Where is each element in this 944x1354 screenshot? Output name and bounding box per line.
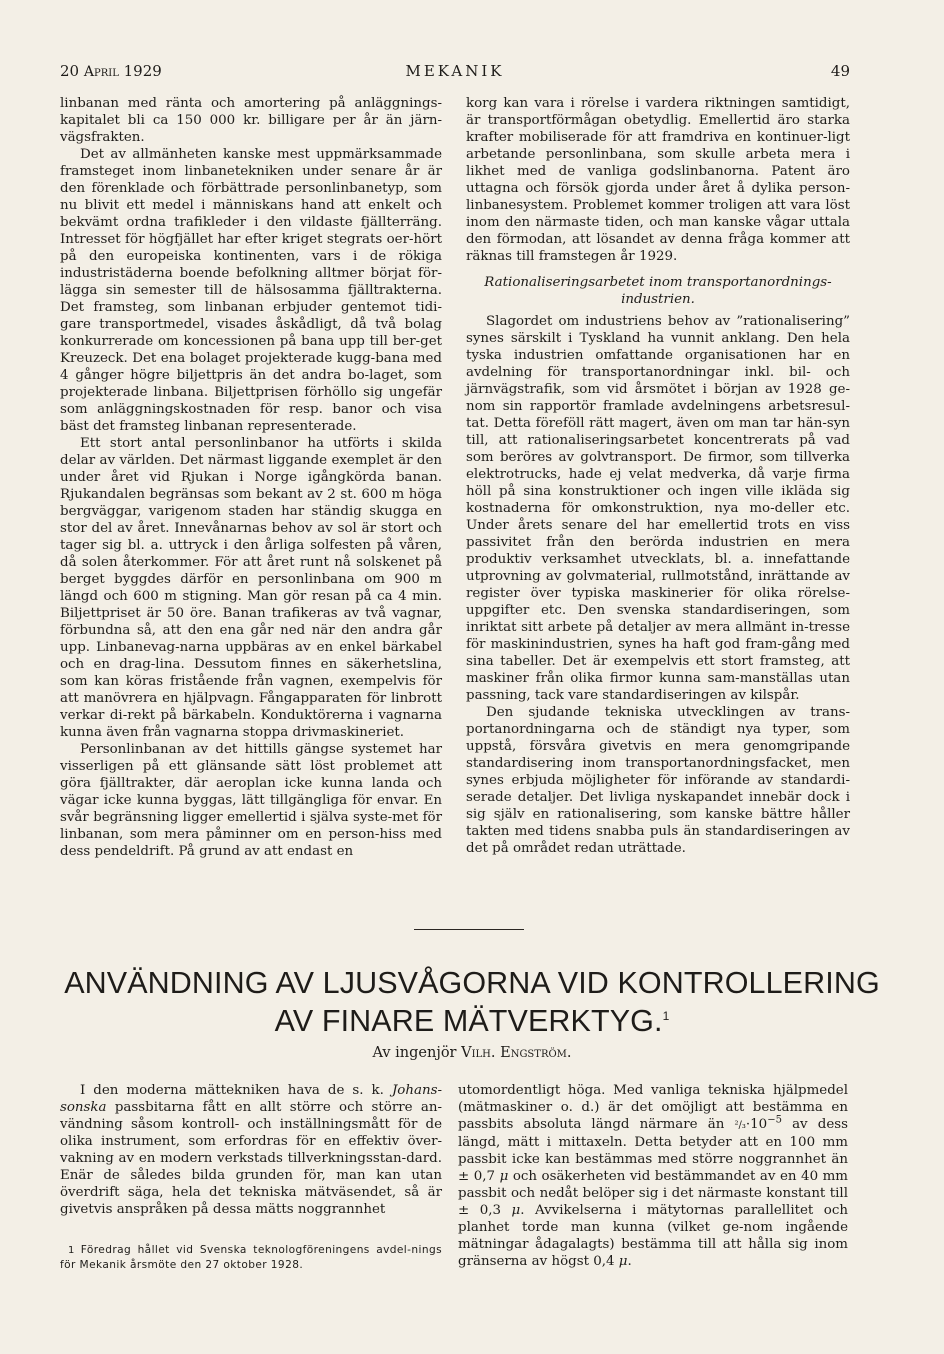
section-subheading: Rationaliseringsarbetet inom transportanordnings- industrien. [484,275,832,307]
article-title-line-1: ANVÄNDNING AV LJUSVÅGORNA VID KONTROLLERING [64,966,880,1000]
micron-symbol: μ [618,1254,628,1269]
paragraph: Den sjudande tekniska utvecklingen av trans-portanordningarna och de ständigt nya typer, som uppstå, försvåra givetvis en mera genomgripande standardisering inom transportanordningsfacket, men synes erbjuda möjligheter för införande av standardi-serade detaljer. Det livliga nyskapandet innebär dock i sig själv en rationalisering, som kanske bättre håller takten med tidens snabba puls än standardiseringen av det på området redan uträttade. [466,705,850,856]
previous-article-column-right [466,95,850,925]
date-month: April [83,64,119,80]
running-head [60,62,850,84]
footnote-mark: 1 [68,1245,75,1256]
title-footnote-mark: 1 [662,1008,670,1023]
paragraph: linbanan med ränta och amortering på anläggnings-kapitalet bli ca 150 000 kr. billigare per år än järn-vägsfrakten. [60,96,442,145]
paragraph: Ett stort antal personlinbanor ha utförts i skilda delar av världen. Det närmast liggande exemplet är den under året vid Rjukan i Norge igångkörda banan. Rjukandalen begränsas som bekant av 2 st. 600 m höga bergväggar, varigenom staden har ständig skugga en stor del av året. Innevånarnas behov av sol är stort och tager sig bl. a. uttryck i den årliga solfesten på våren, då solen återkommer. För att året runt nå solskenet på berget byggdes därför en personlinbana om 900 m längd och 600 m stigning. Man gör resan på ca 4 min. Biljettpriset är 50 öre. Banan trafikeras av två vagnar, förbundna så, att den ena går ned när den andra går upp. Linbanevag-narna uppbäras av en enkel bärkabel och en drag-lina. Dessutom finnes en säkerhetslina, som kan köras fristående från vagnen, exempelvis för att manövrera en hjälpvagn. Fångapparaten för linbrott verkar di-rekt på bärkabeln. Konduktörerna i vagnarna kunna även från vagnarna stoppa drivmaskineriet. [60,436,442,740]
author-name: Vilh. Engström. [461,1045,572,1061]
paragraph: Slagordet om industriens behov av ”rationalisering” synes särskilt i Tyskland ha vunnit anklang. Den hela tyska industrien omfattande organisationen har en avdelning för transportanordningar inkl. bil- och järnvägstrafik, som vid årsmötet i början av 1928 ge-nom sin rapportör framlade avdelningens arbetsresul-tat. Detta föreföll rätt magert, även om man tar hän-syn till, att rationaliseringsarbetet koncentrerats på vad som beröres av golvtransport. De firmor, som tillverka elektrotrucks, hade ej velat medverka, då varje firma höll på sina konstruktioner och ingen ville ikläda sig kostnaderna för omkonstruktion, nya mo-deller etc. Under årets senare del har emellertid trots en viss passivitet från den berörda industrien en mera produktiv verksamhet utvecklats, bl. a. innefattande utprovning av golvmaterial, rullmotstånd, inrättande av register över typiska maskinerier för olika rörelse-uppgifter etc. Den svenska standardiseringen, som inriktat sitt arbete på detaljer av mera allmänt in-tresse för maskinindustrien, synes ha haft god fram-gång med sina tabeller. Det är exempelvis ett stort framsteg, att maskiner från olika firmor kunna sam-manställas utan passning, tack vare standardiseringen av kilspår. [466,314,850,703]
paragraph: korg kan vara i rörelse i vardera riktningen samtidigt, är transportförmågan obetydlig. Emellertid äro starka krafter mobiliserade för att framdriva en kontinuer-ligt arbetande personlinbana, som skulle arbeta mera i likhet med de vanliga godslinbanorna. Patent äro uttagna och försök gjorda under året å dylika person-linbanesystem. Problemet kommer troligen att vara löst inom den närmaste tiden, och man kanske vågar uttala den förmodan, att lösandet av denna fråga kommer att räknas till framstegen år 1929. [466,96,850,264]
footnote [60,1243,442,1273]
article-divider [414,929,524,930]
footnote-text: Föredrag hållet vid Svenska teknologföreningens avdel-nings för Mekanik årsmöte den 27 oktober 1928. [60,1244,442,1271]
paragraph: I den moderna mättekniken hava de s. k. Johans-sonska passbitarna fått en allt större och större an-vändning såsom kontroll- och inställningsmått för de olika instrument, som erfordras för en effektiv över-vakning av en modern verkstads tillverkningsstan-dard. Enär de således bilda grunden för, man kan utan överdrift säga, hela det tekniska mätväsendet, så är givetvis anspråken på dessa mätts noggrannhet [60,1083,442,1217]
micron-symbol: μ [499,1169,509,1184]
article-column-right [458,1082,848,1292]
paragraph: utomordentligt höga. Med vanliga tekniska hjälpmedel (mätmaskiner o. d.) är det omöjligt att bestämma en passbits absoluta längd närmare än $^2/_3\cdot 10^{-5}$ av dess längd, mätt i mittaxeln. Detta betyder att en 100 mm passbit icke kan bestämmas med större noggrannhet än ± 0,7 μ och osäkerheten vid bestämmandet av en 40 mm passbit och nedåt belöper sig i det närmaste konstant till ± 0,3 μ. Avvikelserna i mätytornas parallellitet och planhet torde man kunna (vilket ge-nom ingående mätningar ådagalagts) bestämma till att hålla sig inom gränserna av högst 0,4 μ. [458,1083,849,1269]
article-column-left [60,1082,442,1232]
micron-symbol: μ [511,1203,521,1218]
previous-article-column-left [60,95,442,925]
paragraph: Personlinbanan av det hittills gängse systemet har visserligen på ett glänsande sätt löst problemet att göra fjälltrakter, där aeroplan icke kunna landa och vägar icke kunna byggas, lätt tillgängliga för envar. En svår begränsning ligger emellertid i själva syste-met för linbanan, som mera påminner om en person-hiss med dess pendeldrift. På grund av att endast en [60,742,442,859]
paragraph: Det av allmänheten kanske mest uppmärksammade framsteget inom linbanetekniken under senare år är den förenklade och förbättrade personlinbanetyp, som nu blivit ett medel i människans hand att enkelt och bekvämt ordna trafikleder i den vildaste fjällterräng. Intresset för högfjället har efter kriget stegrats oer-hört på den europeiska kontinenten, vars i de rökiga industristäderna boende befolkning alltmer börjat för-lägga sin semester till de hälsosamma fjälltrakterna. Det framsteg, som linbanan erbjuder gentemot tidi-gare transportmedel, visades åskådligt, då två bolag konkurrerade om koncessionen på bana upp till ber-get Kreuzeck. Det ena bolaget projekterade kugg-bana med 4 gånger högre biljettpris än det andra bo-laget, som projekterade linbana. Biljettprisen förhöllo sig ungefär som anläggningskostnaden för resp. banor och visa bäst det framsteg linbanan representerade. [60,147,442,434]
journal-name: MEKANIK [405,62,505,80]
byline: Av ingenjör Vilh. Engström. [372,1045,572,1061]
date-day: 20 [60,62,80,80]
date-year: 1929 [123,62,162,80]
article-title-line-2: AV FINARE MÄTVERKTYG.$^1$ [274,1004,670,1038]
emphasis-johanssonska: Johans-sonska [60,1083,442,1115]
page-number: 49 [830,62,850,80]
